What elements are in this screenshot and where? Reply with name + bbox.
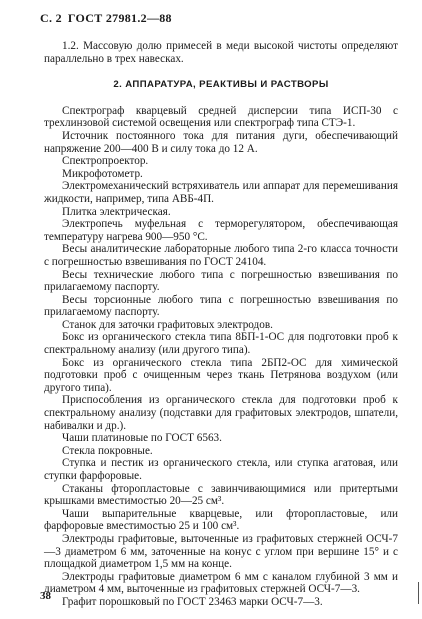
standard-number: ГОСТ 27981.2—88: [67, 11, 172, 25]
paragraph-17: Ступка и пестик из органического стекла, или ступка агатовая, или ступки фарфоровые.: [44, 457, 398, 482]
page-prefix: С. 2: [40, 11, 62, 25]
paragraph-13: Бокс из органического стекла типа 2БП2-ОС для химической подготовки проб с очищенным через ткань Петрянова воздухом (или другого типа).: [44, 356, 398, 394]
paragraph-20: Электроды графитовые, выточенные из графитовых стержней ОСЧ-7—3 диаметром 6 мм, заточенные на конус с углом при вершине 15° и с площадкой диаметром 1,5 мм на конце.: [44, 532, 398, 571]
paragraph-4: Микрофотометр.: [62, 167, 143, 180]
paragraph-2: Источник постоянного тока для питания дуги, обеспечивающий напряжение 200—400 В и силу тока до 12 А.: [44, 129, 398, 155]
paragraph-5: Электромеханический встряхиватель или аппарат для перемешивания жидкости, например, типа АВБ-4П.: [44, 180, 398, 205]
paragraph-10: Весы торсионные любого типа с погрешностью взвешивания по прилагаемому паспорту.: [44, 293, 398, 319]
margin-mark: [418, 582, 419, 604]
paragraph-22: Графит порошковый по ГОСТ 23463 марки ОСЧ-7—3.: [62, 595, 323, 608]
paragraph-14: Приспособления из органического стекла для подготовки проб к спектральному анализу (подставки для графитовых электродов, шпатели, набивалки и др.).: [44, 394, 398, 432]
paragraph-21: Электроды графитовые диаметром 6 мм с каналом глубиной 3 мм и диаметром 4 мм, выточенные из графитовых стержней ОСЧ-7—3.: [44, 570, 398, 596]
paragraph-11: Станок для заточки графитовых электродов.: [62, 318, 273, 331]
paragraph-15: Чаши платиновые по ГОСТ 6563.: [62, 432, 222, 445]
paragraph-16: Стекла покровные.: [62, 444, 153, 457]
paragraph-12: Бокс из органического стекла типа 8БП-1-ОС для подготовки проб к спектральному анализу (или другого типа).: [44, 331, 398, 357]
paragraph-8: Весы аналитические лабораторные любого типа 2-го класса точности с погрешностью взвешивания по ГОСТ 24104.: [44, 243, 398, 268]
section-title: 2. АППАРАТУРА, РЕАКТИВЫ И РАСТВОРЫ: [113, 79, 329, 91]
page-body: [44, 40, 398, 609]
paragraph-19: Чаши выпарительные кварцевые, или фторопластовые, или фарфоровые вместимостью 25 и 100 см³.: [44, 507, 398, 533]
page-header: [40, 11, 172, 26]
paragraph-18: Стаканы фторопластовые с завинчивающимися или притертыми крышками вместимостью 20—25 см³.: [44, 482, 398, 508]
paragraph-6: Плитка электрическая.: [62, 205, 171, 218]
paragraph-3: Спектропроектор.: [62, 155, 149, 168]
intro-paragraph: 1.2. Массовую долю примесей в меди высокой чистоты определяют параллельно в трех навесках.: [44, 40, 398, 65]
paragraph-9: Весы технические любого типа с погрешностью взвешивания по прилагаемому паспорту.: [44, 268, 398, 294]
page-number: 38: [40, 590, 51, 602]
paragraph-7: Электропечь муфельная с терморегулятором, обеспечивающая температуру нагрева 900—950 °С.: [44, 218, 398, 243]
paragraph-1: Спектрограф кварцевый средней дисперсии типа ИСП-30 с трехлинзовой системой освещения или спектрограф типа СТЭ-1.: [44, 104, 398, 130]
